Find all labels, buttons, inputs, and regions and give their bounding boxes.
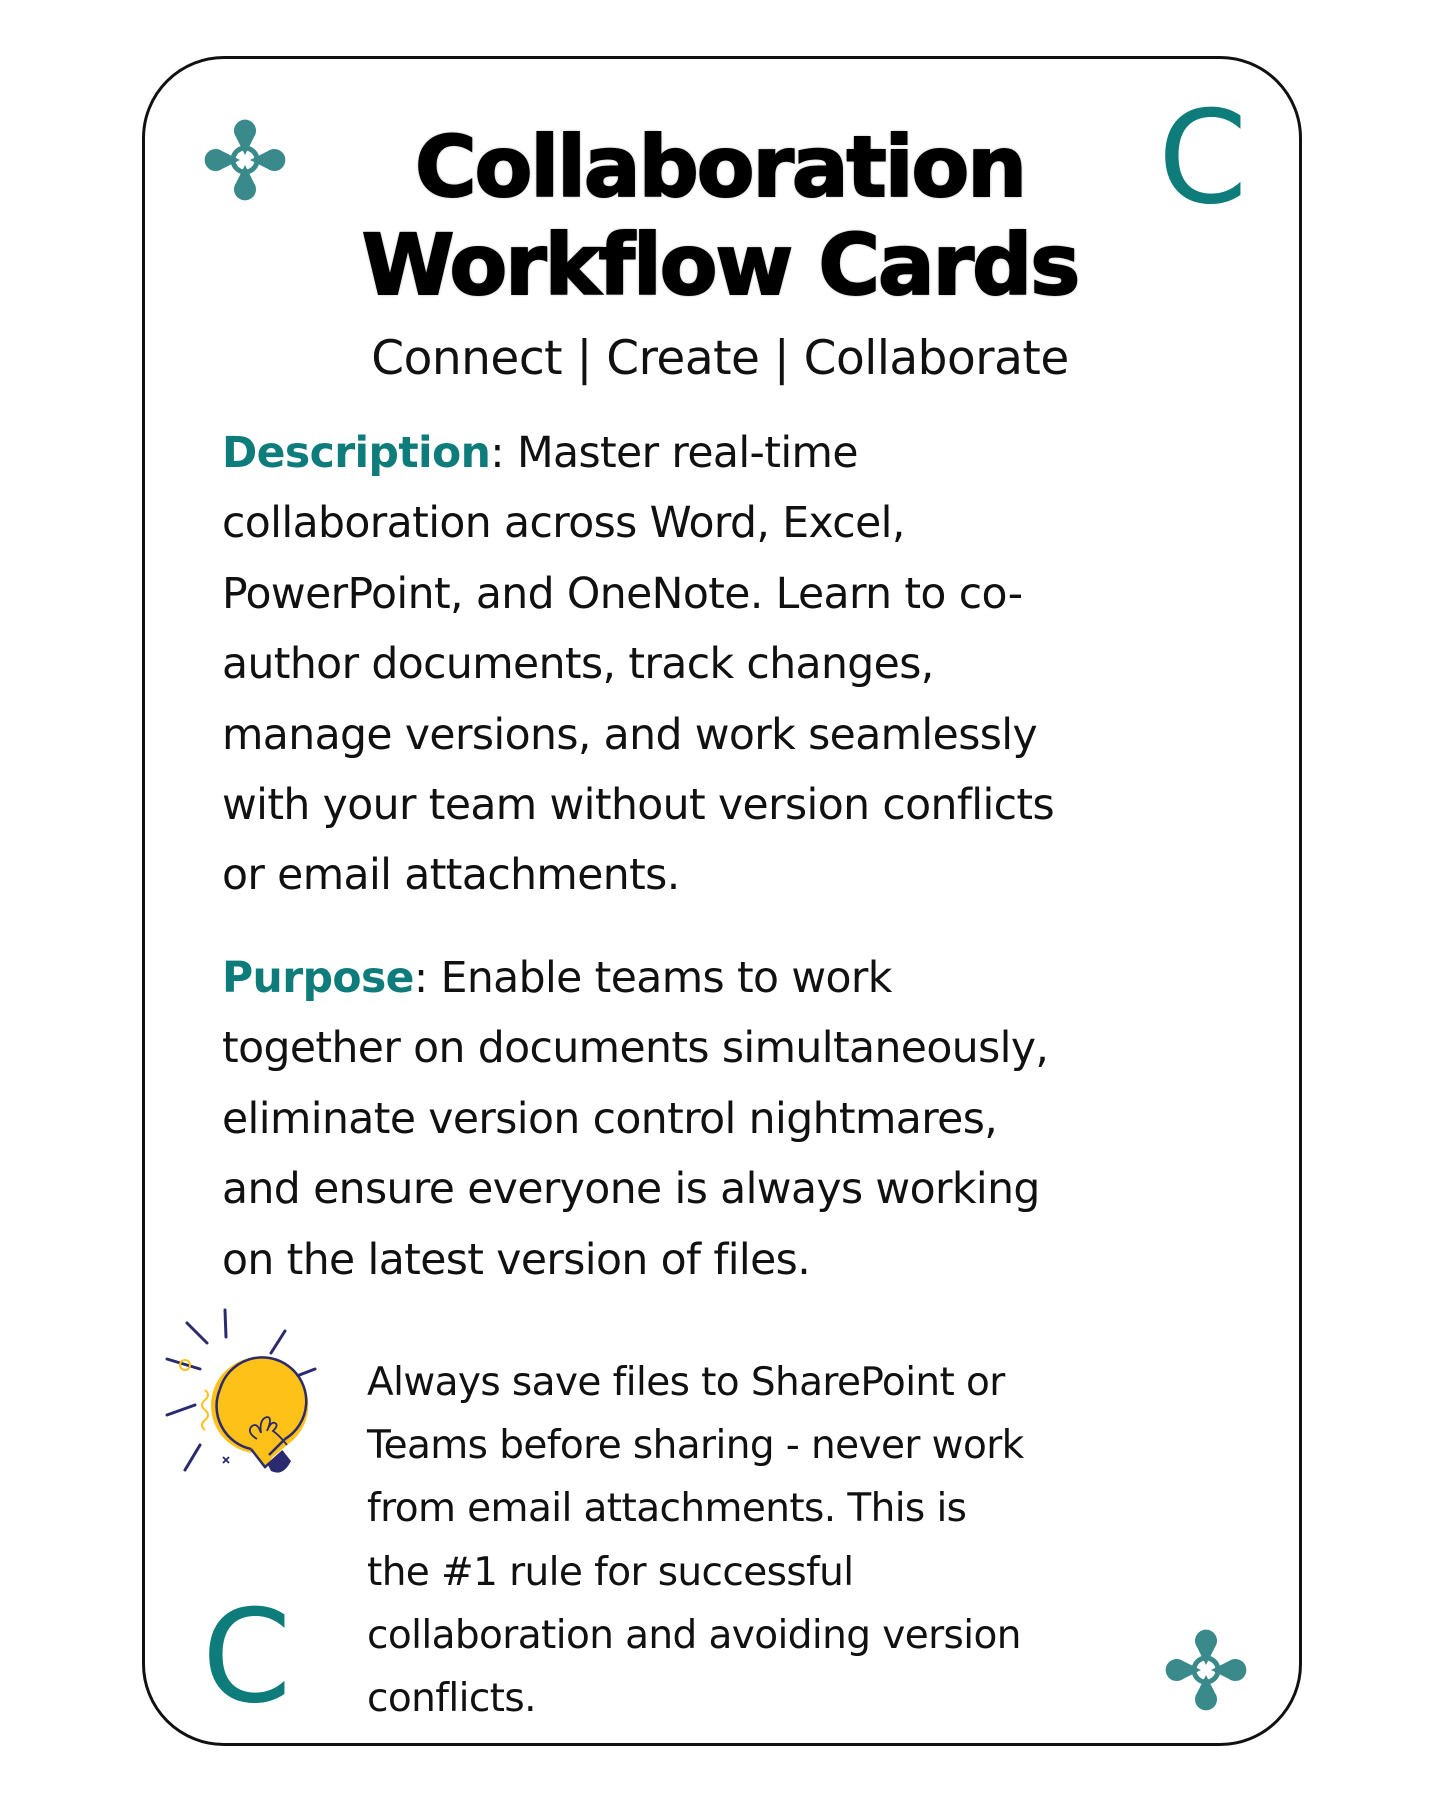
description-line: Description: Master real-time — [222, 429, 858, 478]
purpose-line: eliminate version control nightmares, — [222, 1094, 998, 1144]
purpose-line: and ensure everyone is always working — [222, 1165, 1040, 1215]
title-line-2: Workflow Cards — [361, 216, 1079, 314]
tip-line: Always save files to SharePoint or — [367, 1360, 1005, 1405]
tip-line: from email attachments. This is — [367, 1486, 967, 1532]
lightbulb-icon — [165, 1305, 365, 1490]
corner-letter-top-right: C — [1158, 84, 1248, 233]
purpose-line: on the latest version of files. — [222, 1235, 811, 1285]
description-label: Description — [222, 429, 491, 478]
tip-text — [367, 1351, 1147, 1730]
page-title — [300, 118, 1140, 314]
tip-line: Teams before sharing - never work — [367, 1423, 1024, 1469]
purpose-line: Purpose: Enable teams to work — [222, 954, 892, 1003]
description-line: author documents, track changes, — [222, 640, 934, 690]
subtitle: Connect | Create | Collaborate — [371, 331, 1069, 386]
title-line-1: Collaboration — [414, 118, 1026, 216]
purpose-label: Purpose — [222, 954, 414, 1003]
corner-letter-bottom-left: C — [202, 1583, 292, 1732]
flower-network-icon — [1153, 1617, 1259, 1723]
tip-line: the #1 rule for successful — [367, 1549, 854, 1595]
tip-line: collaboration and avoiding version — [367, 1612, 1021, 1658]
tip-line: conflicts. — [367, 1676, 536, 1722]
description-line: manage versions, and work seamlessly — [222, 710, 1038, 760]
purpose-line: together on documents simultaneously, — [222, 1024, 1049, 1074]
description-line: PowerPoint, and OneNote. Learn to co- — [222, 569, 1023, 619]
purpose-section — [222, 944, 1222, 1296]
description-line: or email attachments. — [222, 851, 680, 901]
description-line: collaboration across Word, Excel, — [222, 499, 905, 549]
description-line: with your team without version conflicts — [222, 781, 1055, 831]
flower-network-icon — [192, 107, 298, 213]
description-section — [222, 419, 1222, 912]
